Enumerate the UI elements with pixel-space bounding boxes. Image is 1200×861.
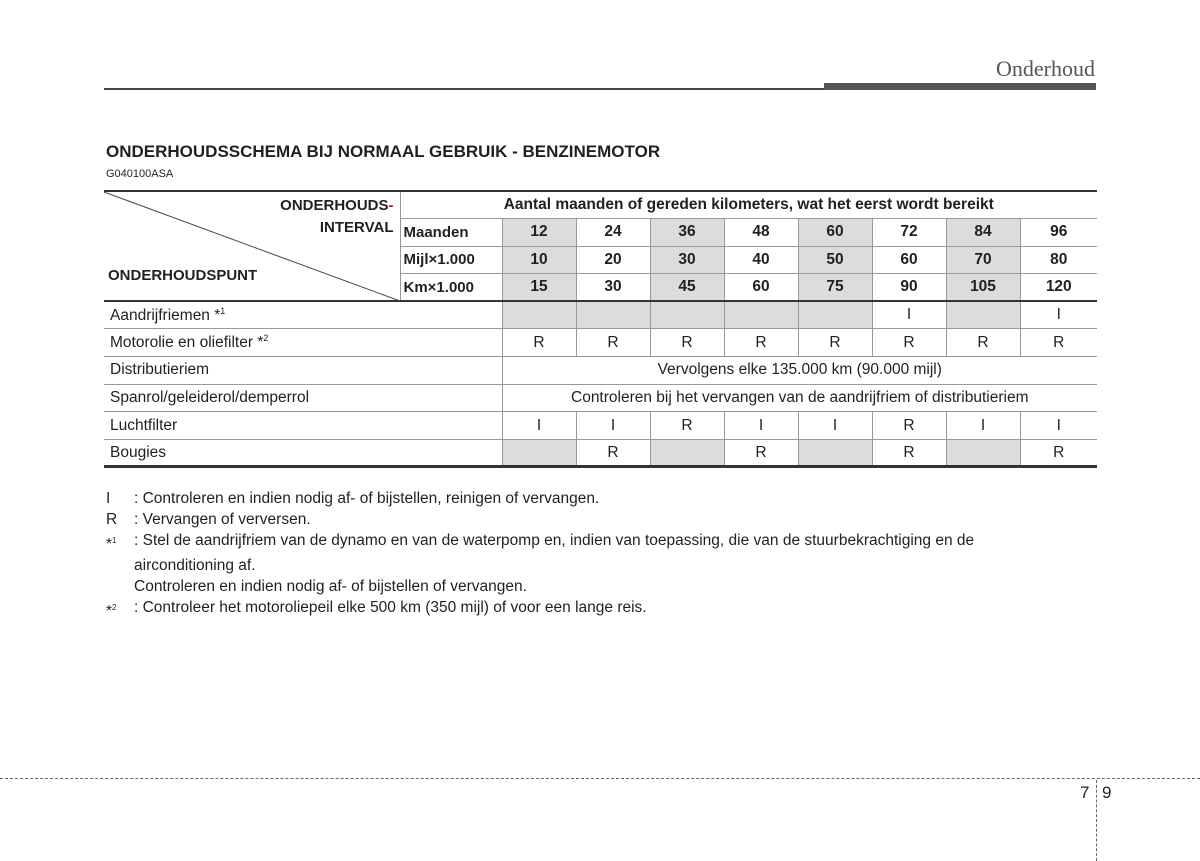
maintenance-item: Spanrol/geleiderol/demperrol (104, 384, 502, 412)
interval-value: 84 (946, 219, 1020, 247)
interval-value: 120 (1020, 274, 1097, 302)
maintenance-cell (576, 301, 650, 329)
maintenance-cell: R (1020, 439, 1097, 467)
interval-value: 30 (576, 274, 650, 302)
maintenance-cell: I (724, 412, 798, 440)
maintenance-item: Motorolie en oliefilter *$^2$ (104, 329, 502, 357)
footer-dashed-divider (1096, 780, 1097, 861)
maintenance-cell: R (946, 329, 1020, 357)
maintenance-item: Luchtfilter (104, 412, 502, 440)
interval-value: 24 (576, 219, 650, 247)
maintenance-cell (724, 301, 798, 329)
maintenance-cell: R (650, 329, 724, 357)
interval-unit-label: Mijl×1.000 (400, 246, 502, 274)
maintenance-row (104, 301, 1097, 329)
maintenance-schedule-table (104, 190, 1097, 468)
interval-value: 96 (1020, 219, 1097, 247)
maintenance-cell: R (872, 329, 946, 357)
section-title: ONDERHOUDSSCHEMA BIJ NORMAAL GEBRUIK - BENZINEMOTOR (106, 142, 661, 161)
page-chapter-number: 7 (1080, 783, 1090, 802)
maintenance-cell: R (576, 439, 650, 467)
maintenance-cell: I (1020, 412, 1097, 440)
interval-value: 75 (798, 274, 872, 302)
footer-dashed-rule (0, 778, 1200, 779)
maintenance-cell (798, 301, 872, 329)
interval-value: 60 (872, 246, 946, 274)
header-rule (104, 88, 826, 90)
interval-value: 50 (798, 246, 872, 274)
interval-value: 10 (502, 246, 576, 274)
interval-value: 60 (798, 219, 872, 247)
legend-note-1-cont: airconditioning af. (134, 557, 256, 574)
maintenance-cell: I (1020, 301, 1097, 329)
interval-value: 80 (1020, 246, 1097, 274)
maintenance-cell: R (502, 329, 576, 357)
interval-unit-label: Km×1.000 (400, 274, 502, 302)
legend-item-r: R : Vervangen of verversen. (106, 511, 311, 528)
interval-unit-label: Maanden (400, 219, 502, 247)
maintenance-note: Vervolgens elke 135.000 km (90.000 mijl) (502, 357, 1097, 385)
maintenance-cell: R (872, 439, 946, 467)
interval-value: 20 (576, 246, 650, 274)
maintenance-cell: I (576, 412, 650, 440)
corner-interval-label-2: INTERVAL (319, 219, 394, 236)
interval-value: 105 (946, 274, 1020, 302)
document-code: G040100ASA (106, 168, 174, 180)
maintenance-row (104, 329, 1097, 357)
interval-value: 45 (650, 274, 724, 302)
maintenance-row (104, 357, 1097, 385)
maintenance-item: Bougies (104, 439, 502, 467)
maintenance-cell: R (798, 329, 872, 357)
maintenance-item: Aandrijfriemen *$^1$ (104, 301, 502, 329)
legend (106, 488, 1114, 622)
maintenance-cell (650, 439, 724, 467)
maintenance-cell: I (502, 412, 576, 440)
maintenance-cell (502, 301, 576, 329)
interval-value: 40 (724, 246, 798, 274)
maintenance-item: Distributieriem (104, 357, 502, 385)
interval-value: 15 (502, 274, 576, 302)
maintenance-row (104, 412, 1097, 440)
interval-value: 12 (502, 219, 576, 247)
legend-item-i: I : Controleren en indien nodig af- of bijstellen, reinigen of vervangen. (106, 490, 600, 507)
legend-note-1: *$^1$ : Stel de aandrijfriem van de dynamo en van de waterpomp en, indien van toepassing, die van de stuurbekrachtiging en de (106, 532, 975, 553)
maintenance-cell: R (872, 412, 946, 440)
maintenance-note: Controleren bij het vervangen van de aandrijfriem of distributieriem (502, 384, 1097, 412)
interval-value: 36 (650, 219, 724, 247)
maintenance-cell: R (724, 439, 798, 467)
interval-value: 48 (724, 219, 798, 247)
interval-value: 60 (724, 274, 798, 302)
maintenance-row (104, 384, 1097, 412)
maintenance-cell: R (1020, 329, 1097, 357)
interval-header: Aantal maanden of gereden kilometers, wat het eerst wordt bereikt (400, 191, 1097, 219)
maintenance-cell (946, 301, 1020, 329)
maintenance-row (104, 439, 1097, 467)
corner-point-label: ONDERHOUDSPUNT (108, 267, 258, 285)
interval-value: 72 (872, 219, 946, 247)
table-corner-header (104, 191, 400, 301)
maintenance-cell: R (650, 412, 724, 440)
maintenance-cell: I (946, 412, 1020, 440)
maintenance-cell: R (724, 329, 798, 357)
header-rule-bar (824, 83, 1096, 90)
corner-interval-label: ONDERHOUDS- (280, 197, 394, 214)
maintenance-cell: R (576, 329, 650, 357)
maintenance-cell (798, 439, 872, 467)
legend-note-2: *$^2$ : Controleer het motoroliepeil elke 500 km (350 mijl) of voor een lange reis. (106, 599, 647, 620)
interval-value: 90 (872, 274, 946, 302)
maintenance-cell: I (798, 412, 872, 440)
maintenance-cell (502, 439, 576, 467)
page-number: 9 (1102, 783, 1112, 802)
maintenance-cell (946, 439, 1020, 467)
maintenance-cell (650, 301, 724, 329)
chapter-title: Onderhoud (996, 56, 1095, 81)
interval-value: 70 (946, 246, 1020, 274)
legend-note-1-extra: Controleren en indien nodig af- of bijstellen of vervangen. (134, 578, 527, 595)
interval-value: 30 (650, 246, 724, 274)
maintenance-cell: I (872, 301, 946, 329)
